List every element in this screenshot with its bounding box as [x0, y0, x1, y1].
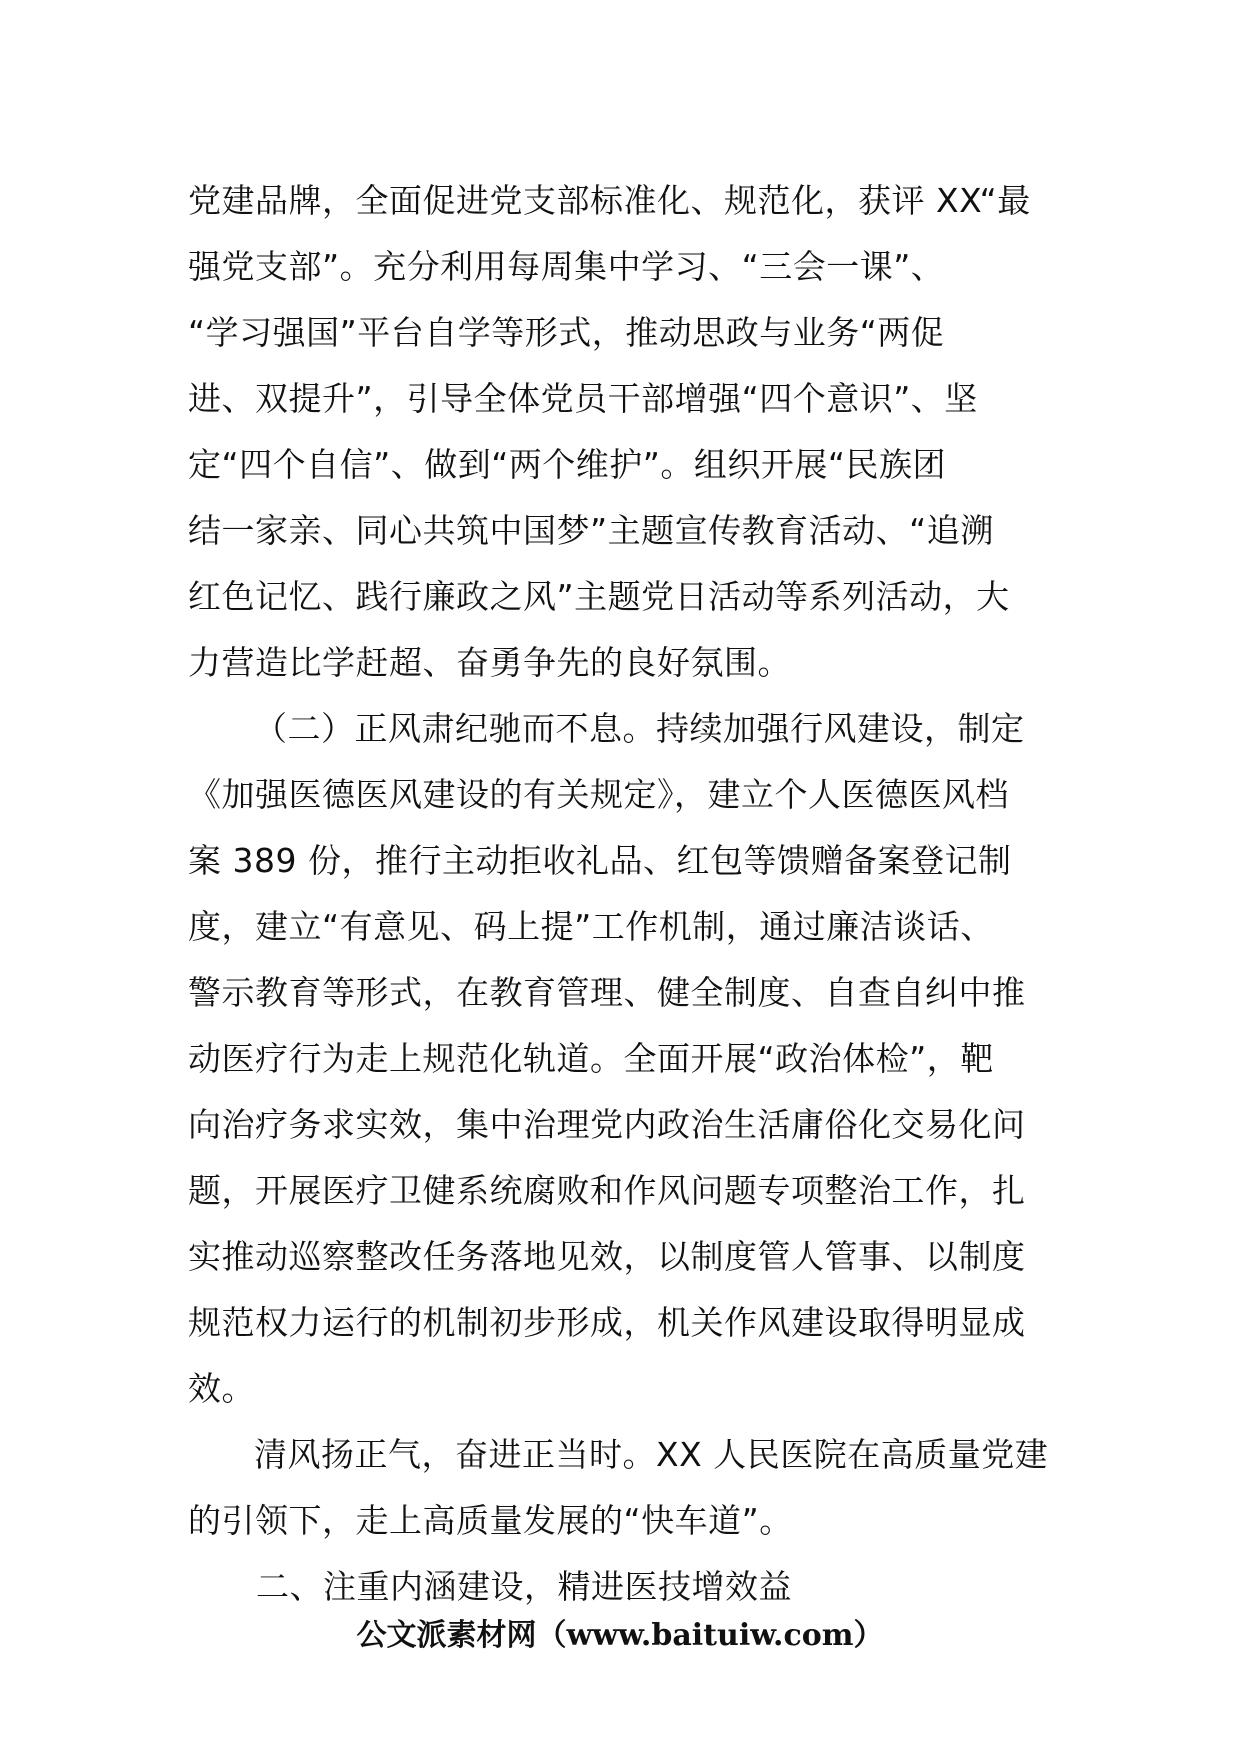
text-line: 动医疗行为走上规范化轨道。全面开展“政治体检”，靶 — [188, 1039, 994, 1078]
text-line: 强党支部”。充分利用每周集中学习、“三会一课”、 — [188, 247, 945, 286]
footer-watermark: 公文派素材网（www.baituiw.com） — [356, 1618, 884, 1653]
text-line: 向治疗务求实效，集中治理党内政治生活庸俗化交易化问 — [188, 1105, 1026, 1144]
text-line: 效。 — [188, 1369, 255, 1408]
paragraph-start-line: 清风扬正气，奋进正当时。XX 人民医院在高质量党建 — [254, 1435, 1049, 1474]
text-line: 结一家亲、同心共筑中国梦”主题宣传教育活动、“追溯 — [188, 511, 994, 550]
text-line: 《加强医德医风建设的有关规定》，建立个人医德医风档 — [188, 775, 1009, 814]
document-body — [188, 168, 1054, 1620]
text-line: 的引领下，走上高质量发展的“快车道”。 — [188, 1501, 793, 1540]
text-line: 力营造比学赶超、奋勇争先的良好氛围。 — [188, 643, 791, 682]
text-line: 党建品牌，全面促进党支部标准化、规范化，获评 XX“最 — [188, 181, 1031, 220]
text-line: 度，建立“有意见、码上提”工作机制，通过廉洁谈话、 — [188, 907, 994, 946]
text-line: 警示教育等形式，在教育管理、健全制度、自查自纠中推 — [188, 973, 1026, 1012]
text-line: 定“四个自信”、做到“两个维护”。组织开展“民族团 — [188, 445, 946, 484]
section-subheading-line: （二）正风肃纪驰而不息。持续加强行风建设，制定 — [254, 709, 1025, 748]
section-heading: 二、注重内涵建设，精进医技增效益 — [256, 1567, 792, 1606]
text-line: 实推动巡察整改任务落地见效，以制度管人管事、以制度 — [188, 1237, 1026, 1276]
text-line: 案 389 份，推行主动拒收礼品、红包等馈赠备案登记制 — [188, 841, 1012, 880]
text-line: “学习强国”平台自学等形式，推动思政与业务“两促 — [188, 313, 945, 352]
text-line: 进、双提升”，引导全体党员干部增强“四个意识”、坚 — [188, 379, 978, 418]
text-line: 红色记忆、践行廉政之风”主题党日活动等系列活动，大 — [188, 577, 1010, 616]
text-line: 规范权力运行的机制初步形成，机关作风建设取得明显成 — [188, 1303, 1026, 1342]
text-line: 题，开展医疗卫健系统腐败和作风问题专项整治工作，扎 — [188, 1171, 1026, 1210]
